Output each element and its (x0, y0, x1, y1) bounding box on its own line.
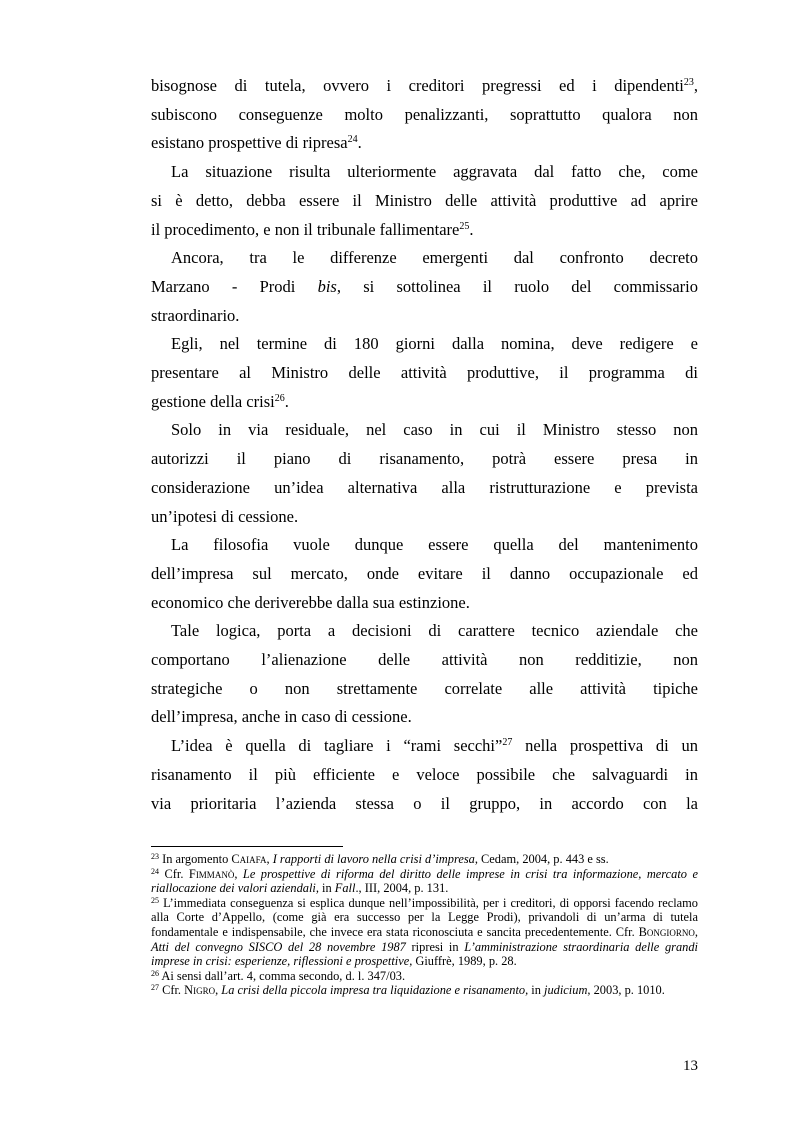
text-line: bisognose di tutela, ovvero i creditori pregressi ed i dipendenti$^{23}$, (151, 76, 698, 95)
footnote-separator (151, 846, 343, 847)
text-line: Solo in via residuale, nel caso in cui il Ministro stesso non (171, 420, 698, 440)
work-title: La crisi della piccola impresa tra liquidazione e risanamento, (221, 983, 529, 998)
text-line: considerazione un’idea alternativa alla ristrutturazione e prevista (151, 477, 698, 497)
text-line: L’idea è quella di tagliare i “rami secchi”$^{27}$ nella prospettiva di un (171, 736, 698, 756)
paragraph-5 (151, 416, 698, 531)
footnote-23: $^{23}$ In argomento Caiafa, I rapporti di lavoro nella crisi d’impresa, Cedam, 2004, p. 443 e ss. (151, 852, 609, 866)
paragraph-8 (151, 732, 698, 818)
text-line: gestione della crisi$^{26}$. (151, 391, 289, 411)
text-line: Egli, nel termine di 180 giorni dalla nomina, deve redigere e (171, 334, 698, 354)
work-title: Le prospettive di riforma del diritto delle imprese in crisi tra informazione, mercato e riallocazione dei valori aziendali, (151, 866, 698, 896)
footnote-number: 27 (151, 983, 159, 993)
work-title: I rapporti di lavoro nella crisi d’impresa (269, 852, 475, 866)
body-text (151, 72, 698, 818)
author-name: Nigro (184, 983, 216, 998)
text-line: si è detto, debba essere il Ministro delle attività produttive ad aprire (151, 190, 698, 210)
author-name: Caiafa, (231, 852, 270, 866)
paragraph-3 (151, 244, 698, 330)
page-number: 13 (683, 1058, 698, 1074)
text-line: esistano prospettive di ripresa$^{24}$. (151, 133, 362, 153)
paragraph-2 (151, 158, 698, 244)
footnote-ref-23[interactable]: 23 (683, 77, 694, 88)
text-line: presentare al Ministro delle attività produttive, il programma di (151, 363, 698, 383)
journal-name: judicium (544, 983, 588, 998)
footnote-26: $^{26}$ Ai sensi dall’art. 4, comma secondo, d. l. 347/03. (151, 968, 406, 983)
text-line: Marzano - Prodi bis, si sottolinea il ruolo del commissario (151, 276, 699, 296)
footnote-24: $^{24}$ Cfr. Fimmanò, Le prospettive di riforma del diritto delle imprese in crisi tra informazione, mercato e riallocazione dei valori aziendali, in Fall., III, 2004, p. 131. (151, 866, 698, 896)
footnotes (151, 852, 698, 998)
paragraph-4 (151, 330, 698, 416)
text-line: La situazione risulta ulteriormente aggravata dal fatto che, come (171, 162, 698, 182)
paragraph-1 (151, 72, 698, 158)
text-line: il procedimento, e non il tribunale fallimentare$^{25}$. (151, 219, 474, 239)
footnote-25: $^{25}$ L’immediata conseguenza si esplica dunque nell’impossibilità, per i creditori, di opporsi facendo reclamo alla Corte d’Appello, (come già era successo per la Legge Prodi), privandoli di un’arma di tutela fondamentale e indispensabile, che invece era stata riconosciuta e sancita precedentemente. Cfr. Bongiorno, Atti del convegno SISCO del 28 novembre 1987 ripresi in L’amministrazione straordinaria delle grandi imprese in crisi: esperienze, riflessioni e prospettive, Giuffrè, 1989, p. 28. (151, 895, 698, 969)
text-line: strategiche o non strettamente correlate alle attività tipiche (151, 678, 698, 698)
footnote-number: 26 (151, 968, 159, 978)
footnote-ref-24[interactable]: 24 (347, 134, 358, 146)
text-line: via prioritaria l’azienda stessa o il gruppo, in accordo con la (151, 793, 698, 813)
author-name: Fimmanò (188, 866, 235, 881)
footnote-27: $^{27}$ Cfr. Nigro, La crisi della piccola impresa tra liquidazione e risanamento, in judicium, 2003, p. 1010. (151, 983, 665, 998)
journal-name: Fall (334, 881, 356, 896)
text-line: risanamento il più efficiente e veloce possibile che salvaguardi in (151, 764, 698, 784)
text-line: straordinario. (151, 305, 240, 325)
footnote-ref-26[interactable]: 26 (274, 392, 285, 404)
text-line: Ancora, tra le differenze emergenti dal confronto decreto (171, 248, 698, 268)
work-title: L’amministrazione straordinaria delle grandi imprese in crisi: esperienze, riflessioni e prospettive, (151, 939, 698, 969)
text-line: La filosofia vuole dunque essere quella del mantenimento (171, 535, 698, 555)
footnote-number: 24 (151, 866, 159, 876)
paragraph-6 (151, 531, 698, 617)
work-title: Atti del convegno SISCO del 28 novembre 1987 (151, 939, 406, 954)
footnote-ref-27[interactable]: 27 (502, 737, 513, 749)
text-line: autorizzi il piano di risanamento, potrà essere presa in (151, 449, 698, 469)
italic-text: bis (317, 276, 337, 296)
text-line: dell’impresa sul mercato, onde evitare il danno occupazionale ed (151, 563, 698, 583)
text-line: comportano l’alienazione delle attività non redditizie, non (151, 650, 698, 670)
footnote-number: 25 (151, 895, 159, 905)
text-line: un’ipotesi di cessione. (151, 506, 299, 526)
text-line: Tale logica, porta a decisioni di carattere tecnico aziendale che (171, 621, 698, 641)
text-line: economico che deriverebbe dalla sua estinzione. (151, 592, 470, 612)
footnote-ref-25[interactable]: 25 (459, 220, 470, 232)
author-name: Bongiorno (638, 924, 695, 939)
text-line: subiscono conseguenze molto penalizzanti, soprattutto qualora non (151, 104, 698, 124)
footnote-number: 23 (151, 852, 159, 861)
text-line: dell’impresa, anche in caso di cessione. (151, 707, 412, 727)
paragraph-7 (151, 617, 698, 732)
